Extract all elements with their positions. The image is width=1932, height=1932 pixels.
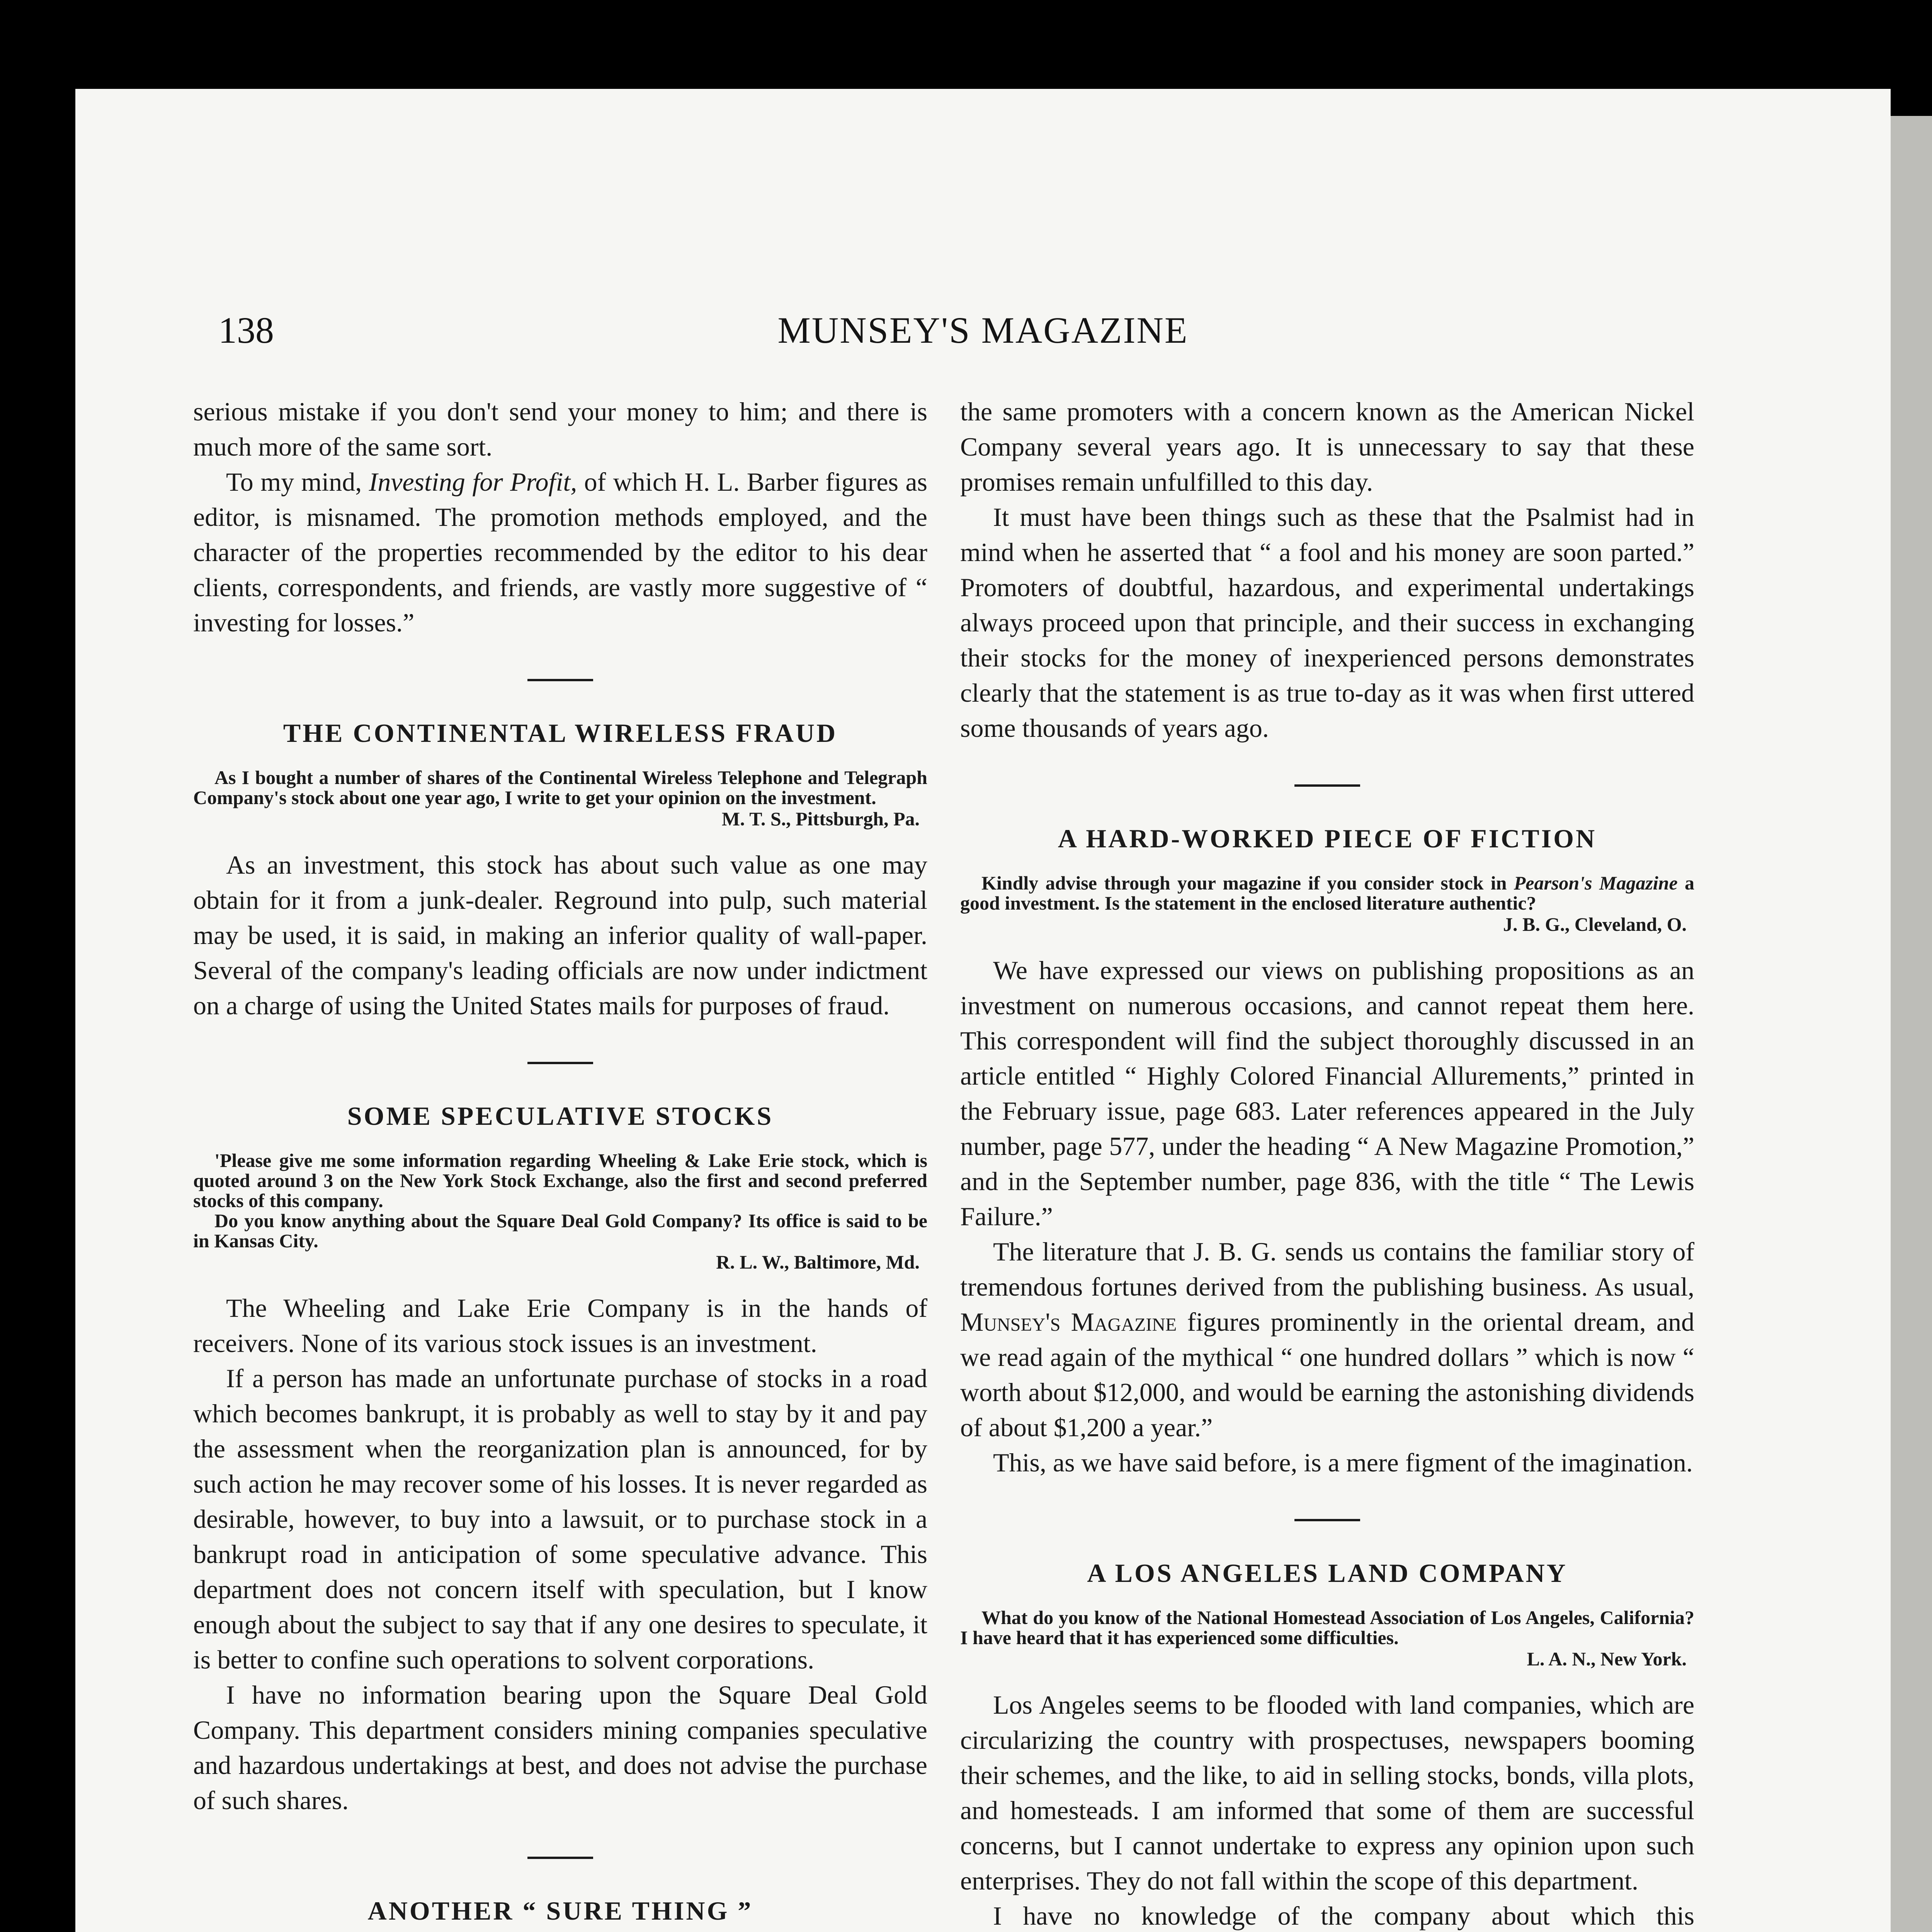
reply-paragraph: I have no knowledge of the company about which this — [993, 1901, 1694, 1930]
continued-paragraph: the same promoters with a concern known as the American Nickel Company several years ago. It is unnecessary to say that these promises remain unfulfilled to this day. — [960, 397, 1694, 497]
section-divider — [527, 1857, 593, 1859]
magazine-page — [75, 89, 1891, 1932]
letter-signature: L. A. N., New York. — [1527, 1648, 1687, 1670]
reply-paragraph: Los Angeles seems to be flooded with land companies, which are circularizing the country with prospectuses, newspapers booming their schemes, and the like, to aid in selling stocks, bonds, villa plots, and homesteads. I am informed that some of them are successful concerns, but I cannot undertake to express any opinion upon such enterprises. They do not fall within the scope of this department. — [960, 1690, 1694, 1895]
letter-signature: R. L. W., Baltimore, Md. — [716, 1251, 920, 1273]
section-divider — [527, 679, 593, 681]
reply-paragraph: As an investment, this stock has about such value as one may obtain for it from a junk-dealer. Reground into pulp, such material may be used, it is said, in making an inferior quality of wall-paper. Several of the company's leading officials are now under indictment on a charge of using the United States mails for purposes of fraud. — [193, 850, 927, 1020]
text-run: The literature that J. B. G. sends us contains the familiar story of tremendous fortunes derived from the publishing business. As usual, — [960, 1237, 1694, 1301]
publication-title: Munsey's Magazine — [960, 1307, 1177, 1337]
intro-paragraph: serious mistake if you don't send your money to him; and there is much more of the same sort. — [193, 397, 927, 461]
text-run: of which H. L. Barber figures as editor, is misnamed. The promotion methods employed, and the character of the properties recommended by the editor to his dear clients, correspondents, and friends, are vastly more suggestive of “ investing for losses.” — [193, 467, 928, 637]
section-divider — [527, 1062, 593, 1064]
reader-letter: As I bought a number of shares of the Continental Wireless Telephone and Telegraph Company's stock about one year ago, I write to get your opinion on the investment. — [193, 767, 927, 808]
section-title-speculative: SOME SPECULATIVE STOCKS — [347, 1101, 774, 1131]
reader-letter — [960, 873, 1694, 913]
barber-paragraph — [193, 464, 927, 640]
section-divider — [1294, 784, 1360, 787]
reply-paragraph: This, as we have said before, is a mere figment of the imagination. — [993, 1448, 1693, 1477]
section-title-continental: THE CONTINENTAL WIRELESS FRAUD — [283, 718, 838, 748]
section-title-los-angeles: A LOS ANGELES LAND COMPANY — [1087, 1558, 1568, 1588]
letter-signature: M. T. S., Pittsburgh, Pa. — [721, 808, 920, 830]
running-head — [75, 305, 1891, 355]
reply-paragraph: The Wheeling and Lake Erie Company is in the hands of receivers. None of its various stock issues is an investment. — [193, 1293, 927, 1358]
section-divider — [1294, 1519, 1360, 1521]
reply-paragraph: If a person has made an unfortunate purchase of stocks in a road which becomes bankrupt, it is probably as well to stay by it and pay the assessment when the reorganization plan is announced, for by such action he may recover some of his losses. It is never regarded as desirable, however, to buy into a lawsuit, or to purchase stock in a bankrupt road in anticipation of some speculative advance. This department does not concern itself with speculation, but I know enough about the subject to say that if any one desires to speculate, it is better to confine such operations to solvent corporations. — [193, 1364, 927, 1674]
facing-page-edge — [1891, 116, 1932, 1932]
letter-signature: J. B. G., Cleveland, O. — [1503, 913, 1687, 935]
publication-title: Pearson's Magazine — [1514, 872, 1678, 894]
reply-paragraph: We have expressed our views on publishing propositions as an investment on numerous occasions, and cannot repeat them here. This correspondent will find the subject thoroughly discussed in an article entitled “ Highly Colored Financial Allurements,” printed in the February issue, page 683. Later references appeared in the July number, page 577, under the heading “ A New Magazine Promotion,” and in the September number, page 836, with the title “ The Lewis Failure.” — [960, 956, 1694, 1231]
text-run: To my mind, — [226, 467, 369, 497]
text-run: Kindly advise through your magazine if you consider stock in — [981, 872, 1514, 894]
reader-letter: What do you know of the National Homestead Association of Los Angeles, California? I have heard that it has experienced some difficulties. — [960, 1607, 1694, 1648]
reader-letter: 'Please give me some information regarding Wheeling & Lake Erie stock, which is quoted around 3 on the New York Stock Exchange, also the first and second preferred stocks of this company. — [193, 1150, 927, 1211]
page-number: 138 — [218, 310, 274, 351]
left-column — [193, 394, 927, 1932]
text-run: a good investment. Is the statement in the enclosed literature authentic? — [960, 872, 1694, 914]
publication-title: Investing for Profit, — [369, 467, 577, 497]
section-title-fiction: A HARD-WORKED PIECE OF FICTION — [1058, 824, 1597, 853]
section-title-sure-thing: ANOTHER “ SURE THING ” — [367, 1896, 753, 1925]
reply-paragraph — [960, 1234, 1694, 1445]
right-column — [960, 394, 1694, 1932]
reply-paragraph: I have no information bearing upon the Square Deal Gold Company. This department considers mining companies speculative and hazardous undertakings at best, and does not advise the purchase of such shares. — [193, 1680, 927, 1815]
reader-letter: Do you know anything about the Square Deal Gold Company? Its office is said to be in Kansas City. — [193, 1210, 927, 1252]
magazine-title: MUNSEY'S MAGAZINE — [777, 310, 1189, 351]
psalmist-paragraph: It must have been things such as these that the Psalmist had in mind when he asserted that “ a fool and his money are soon parted.” Promoters of doubtful, hazardous, and experimental undertakings always proceed upon that principle, and their success in exchanging their stocks for the money of inexperienced persons demonstrates clearly that the statement is as true to-day as it was when first uttered some thousands of years ago. — [960, 502, 1694, 743]
text-run: figures prominently in the oriental dream, and we read again of the mythical “ one hundred dollars ” which is now “ worth about $12,000, and would be earning the astonishing dividends of about $1,200 a year.” — [960, 1307, 1694, 1442]
